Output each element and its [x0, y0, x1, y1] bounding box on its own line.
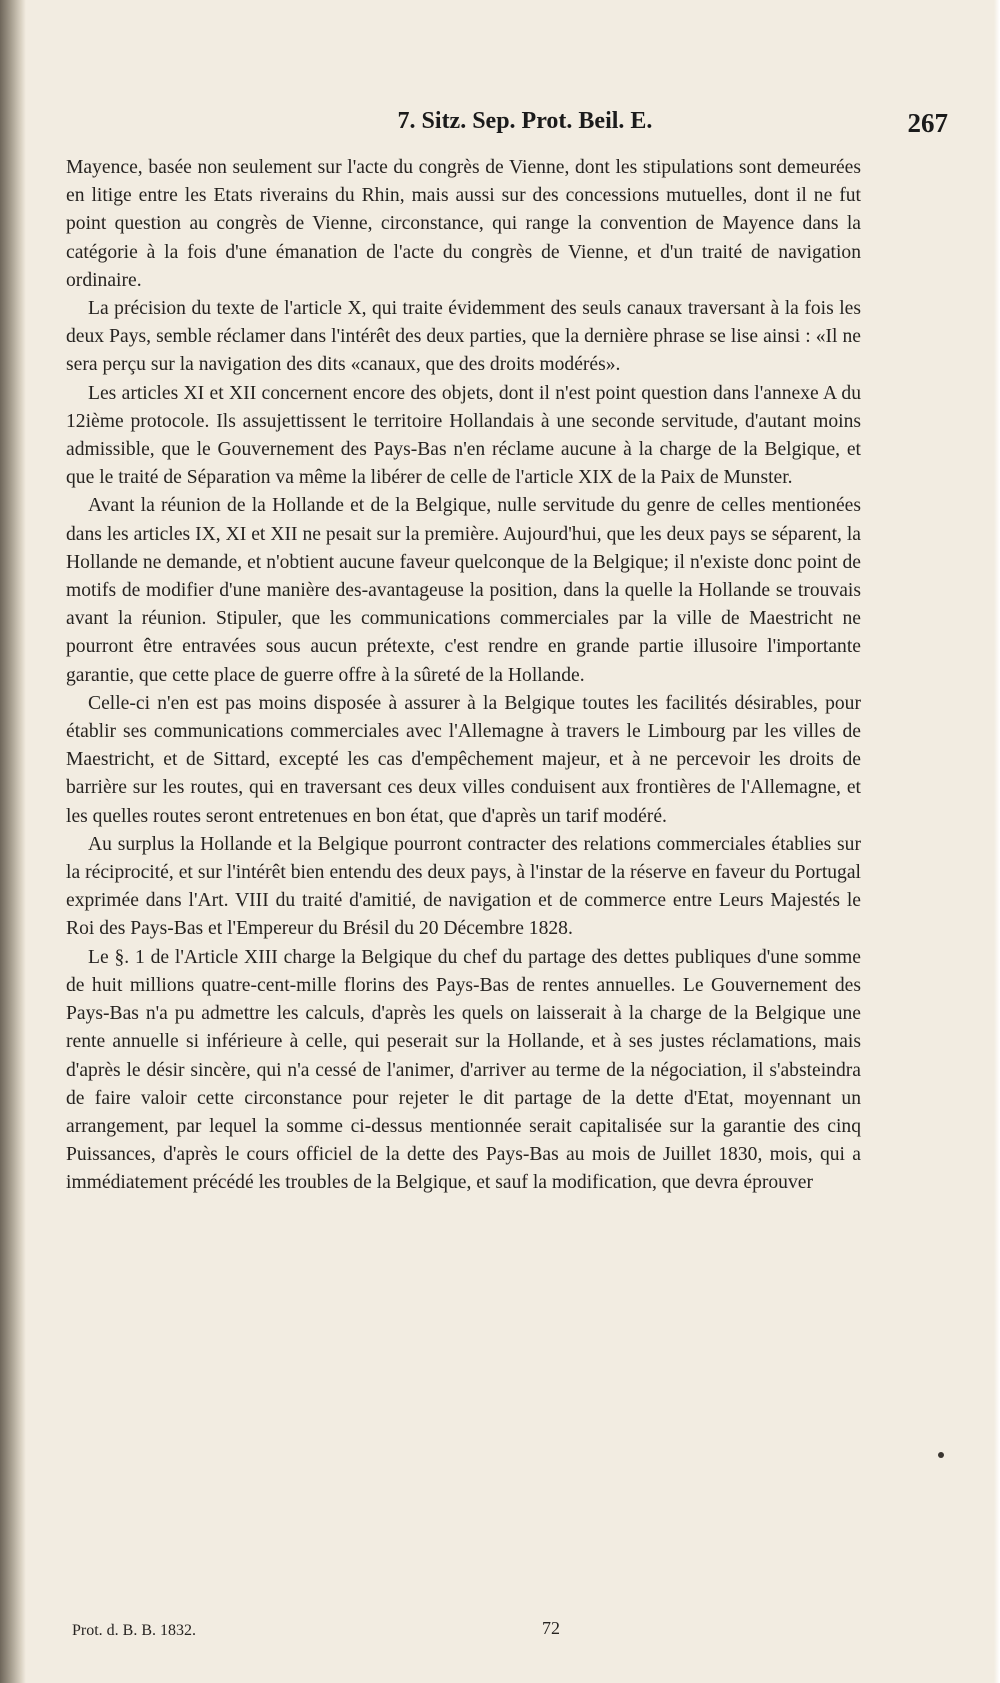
sheet-number: 72: [542, 1618, 560, 1638]
page-edge: [994, 0, 1000, 1683]
signature-line: Prot. d. B. B. 1832.: [72, 1622, 197, 1639]
margin-mark: [938, 1452, 944, 1458]
paragraph: Celle-ci n'en est pas moins disposée à assurer à la Belgique toutes les facilités désirables, pour établir ses communications commerciales avec l'Allemagne à travers le Limbourg par les villes de Maestricht, et de Sittard, excepté les cas d'empêchement majeur, et à ne percevoir les droits de barrière sur les routes, qui en traversant ces deux villes conduisent aux frontières de l'Allemagne, et les quelles routes seront entretenues en bon état, que d'après un tarif modéré.: [66, 692, 861, 827]
paragraph: Au surplus la Hollande et la Belgique pourront contracter des relations commerciales établies sur la réciprocité, et sur l'intérêt bien entendu des deux pays, à l'instar de la réserve en faveur du Portugal exprimée dans l'Art. VIII du traité d'amitié, de navigation et de commerce entre Leurs Majestés le Roi des Pays-Bas et l'Empereur du Brésil du 20 Décembre 1828.: [66, 833, 861, 940]
paragraph: Le §. 1 de l'Article XIII charge la Belgique du chef du partage des dettes publiques d'une somme de huit millions quatre-cent-mille florins des Pays-Bas de rentes annuelles. Le Gouvernement des Pays-Bas n'a pu admettre les calculs, d'après les quels on laisserait à la charge de la Belgique une rente annuelle si inférieure à celle, qui peserait sur la Hollande, et à ses justes réclamations, mais d'après le désir sincère, qui n'a cessé de l'animer, d'arriver au terme de la négociation, il s'absteindra de faire valoir cette circonstance pour rejeter le dit partage de la dette d'Etat, moyennant un arrangement, par lequel la somme ci-dessus mentionnée serait capitalisée sur la garantie des cinq Puissances, d'après le cours officiel de la dette des Pays-Bas au mois de Juillet 1830, mois, qui a immédiatement précédé les troubles de la Belgique, et sauf la modification, que devra éprouver: [66, 946, 861, 1194]
page-header: [60, 108, 960, 148]
page-number: 267: [907, 108, 948, 138]
paragraph: Les articles XI et XII concernent encore des objets, dont il n'est point question dans l'annexe A du 12ième protocole. Ils assujettissent le territoire Hollandais à une seconde servitude, d'autant moins admissible, que le Gouvernement des Pays-Bas n'en réclame aucune à la charge de la Belgique, et que le traité de Séparation va même la libérer de celle de l'article XIX de la Paix de Munster.: [66, 382, 861, 489]
running-head: 7. Sitz. Sep. Prot. Beil. E.: [397, 108, 653, 134]
book-spine-shadow: [0, 0, 26, 1683]
paragraph: La précision du texte de l'article X, qui traite évidemment des seuls canaux traversant à la fois les deux Pays, semble réclamer dans l'intérêt des deux parties, que la dernière phrase se lise ainsi : «Il ne sera perçu sur la navigation des dits «canaux, que des droits modérés».: [66, 298, 861, 376]
paragraph: Avant la réunion de la Hollande et de la Belgique, nulle servitude du genre de celles mentionées dans les articles IX, XI et XII ne pesait sur la première. Aujourd'hui, que les deux pays se séparent, la Hollande ne demande, et n'obtient aucune faveur quelconque de la Belgique; il n'existe donc point de motifs de modifier d'une manière des-avantageuse la position, dans la quelle la Hollande se trouvais avant la réunion. Stipuler, que les communications commerciales par la ville de Maestricht ne pourront être entravées sous aucun prétexte, c'est rendre en grande partie illusoire l'importante garantie, que cette place de guerre offre à la sûreté de la Hollande.: [66, 495, 861, 686]
page-footer: [72, 1618, 672, 1652]
paragraph: Mayence, basée non seulement sur l'acte du congrès de Vienne, dont les stipulations sont demeurées en litige entre les Etats riverains du Rhin, mais aussi sur des concessions mutuelles, dont il ne fut point question au congrès de Vienne, circonstance, qui range la convention de Mayence dans la catégorie à la fois d'une émanation de l'acte du congrès de Vienne, et d'un traité de navigation ordinaire.: [66, 157, 861, 291]
body-text: [66, 154, 861, 1198]
